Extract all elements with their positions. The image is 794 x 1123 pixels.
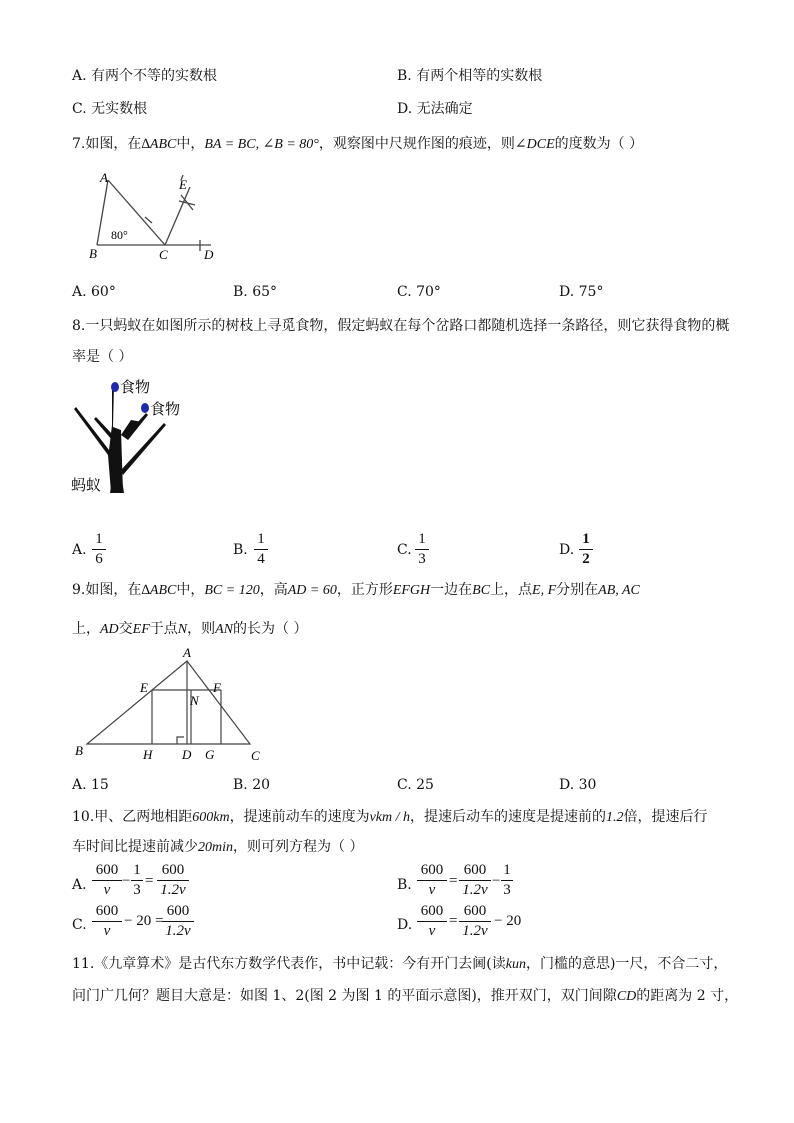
q8-option-b-fraction: 1 4 (254, 531, 268, 568)
q10-stem-line1: 10.甲、乙两地相距600km，提速前动车的速度为vkm / h，提速后动车的速度是提速前的1.2倍，提速后行 (72, 809, 708, 825)
q10-option-a-label: A. (72, 877, 87, 893)
q10-option-b-label: B. (397, 877, 412, 893)
q9-label-c: C (251, 748, 260, 763)
q7-option-c: C. 70° (397, 284, 441, 300)
q10-a-frac1: 600 v (92, 862, 122, 899)
q9-stem-line2: 上，AD交EF于点N，则AN的长为（ ） (72, 621, 308, 637)
q11-stem-line2: 问门广几何？题目大意是：如图 1、2(图 2 为图 1 的平面示意图)，推开双门，双门间隙CD的距离为 2 寸， (72, 988, 739, 1004)
q8-food-label-2: 食物 (150, 400, 181, 418)
q6-option-a: A. 有两个不等的实数根 (72, 68, 218, 84)
q8-tree-figure (68, 375, 198, 497)
q10-option-c-label: C. (72, 917, 87, 933)
q10-b-frac2: 600 1.2v (459, 862, 491, 899)
q8-option-c-fraction: 1 3 (415, 531, 429, 568)
q9-label-a: A (183, 645, 191, 660)
q7-label-a: A (100, 170, 108, 185)
q9-label-b: B (75, 743, 83, 758)
q9-option-a: A. 15 (72, 777, 109, 793)
q10-a-op: − (122, 873, 131, 889)
q9-label-e: E (140, 680, 148, 695)
q7-segment-ab (97, 180, 108, 245)
q10-d-eq: = (449, 913, 458, 929)
q9-option-b: B. 20 (233, 777, 271, 793)
q10-b-eq: = (449, 873, 458, 889)
q9-figure (72, 645, 272, 765)
q9-option-d: D. 30 (559, 777, 597, 793)
q10-b-frac3: 1 3 (501, 862, 513, 899)
q7-arc-mark-1 (145, 217, 152, 223)
q10-d-tail: − 20 (494, 913, 522, 929)
q8-ant-label: 蚂蚁 (71, 476, 102, 494)
q9-label-n: N (190, 693, 199, 708)
q8-food-dot-2 (141, 403, 149, 413)
q8-food-dot-1 (111, 382, 119, 392)
q7-label-d: D (204, 247, 214, 262)
q8-option-c-label: C. (397, 542, 412, 558)
q9-label-d: D (182, 747, 192, 762)
q10-option-d-label: D. (397, 917, 413, 933)
q7-option-d: D. 75° (559, 284, 604, 300)
q9-label-g: G (205, 747, 215, 762)
q10-a-frac2: 1 3 (131, 862, 143, 899)
q10-c-mid: − 20 = (124, 913, 164, 929)
q10-stem-line2: 车时间比提速前减少20min，则可列方程为（ ） (72, 839, 364, 855)
q8-stem-line2: 率是（ ） (72, 349, 133, 365)
q8-stem-line1: 8.一只蚂蚁在如图所示的树枝上寻觅食物，假定蚂蚁在每个岔路口都随机选择一条路径，则它获得食物的概 (72, 318, 730, 334)
q7-figure (85, 165, 225, 265)
q8-option-a-fraction: 1 6 (92, 531, 106, 568)
q6-option-d: D. 无法确定 (397, 101, 473, 117)
q7-segment-ce (165, 187, 190, 245)
q7-stem: 7.如图，在∆ABC中，BA = BC, ∠B = 80°，观察图中尺规作图的痕迹，则∠DCE的度数为（ ） (72, 136, 644, 152)
q10-c-frac2: 600 1.2v (162, 903, 194, 940)
q6-option-b: B. 有两个相等的实数根 (397, 68, 543, 84)
q7-option-a: A. 60° (72, 284, 116, 300)
q10-d-frac1: 600 v (417, 903, 447, 940)
q8-food-label-1: 食物 (120, 378, 151, 396)
q10-a-frac3: 600 1.2v (157, 862, 189, 899)
q7-label-e: E (179, 177, 187, 192)
q10-a-eq: = (145, 873, 154, 889)
q11-stem-line1: 11.《九章算术》是古代东方数学代表作，书中记载：今有开门去阃(读kun，门槛的意思)一尺，不合二寸， (72, 956, 728, 972)
q10-b-op: − (492, 873, 501, 889)
q8-tree-branch-right (121, 413, 148, 440)
q7-angle-label: 80° (111, 228, 128, 242)
q8-option-a-label: A. (72, 542, 87, 558)
q9-option-c: C. 25 (397, 777, 434, 793)
q10-b-frac1: 600 v (417, 862, 447, 899)
q10-c-frac1: 600 v (92, 903, 122, 940)
q9-label-f: F (213, 680, 221, 695)
q8-option-b-label: B. (233, 542, 248, 558)
q9-triangle-abc (87, 661, 250, 744)
q9-stem-line1: 9.如图，在∆ABC中，BC = 120，高AD = 60，正方形EFGH一边在BC上，点E, F分别在AB, AC (72, 582, 640, 598)
q8-option-d-label: D. (559, 542, 575, 558)
q7-label-c: C (159, 247, 168, 262)
q7-label-b: B (89, 246, 97, 261)
q10-d-frac2: 600 1.2v (459, 903, 491, 940)
q7-option-b: B. 65° (233, 284, 278, 300)
q8-option-d-fraction: 1 2 (579, 531, 593, 568)
q9-right-angle-mark (177, 737, 184, 744)
q9-label-h: H (143, 747, 153, 762)
q6-option-c: C. 无实数根 (72, 101, 148, 117)
